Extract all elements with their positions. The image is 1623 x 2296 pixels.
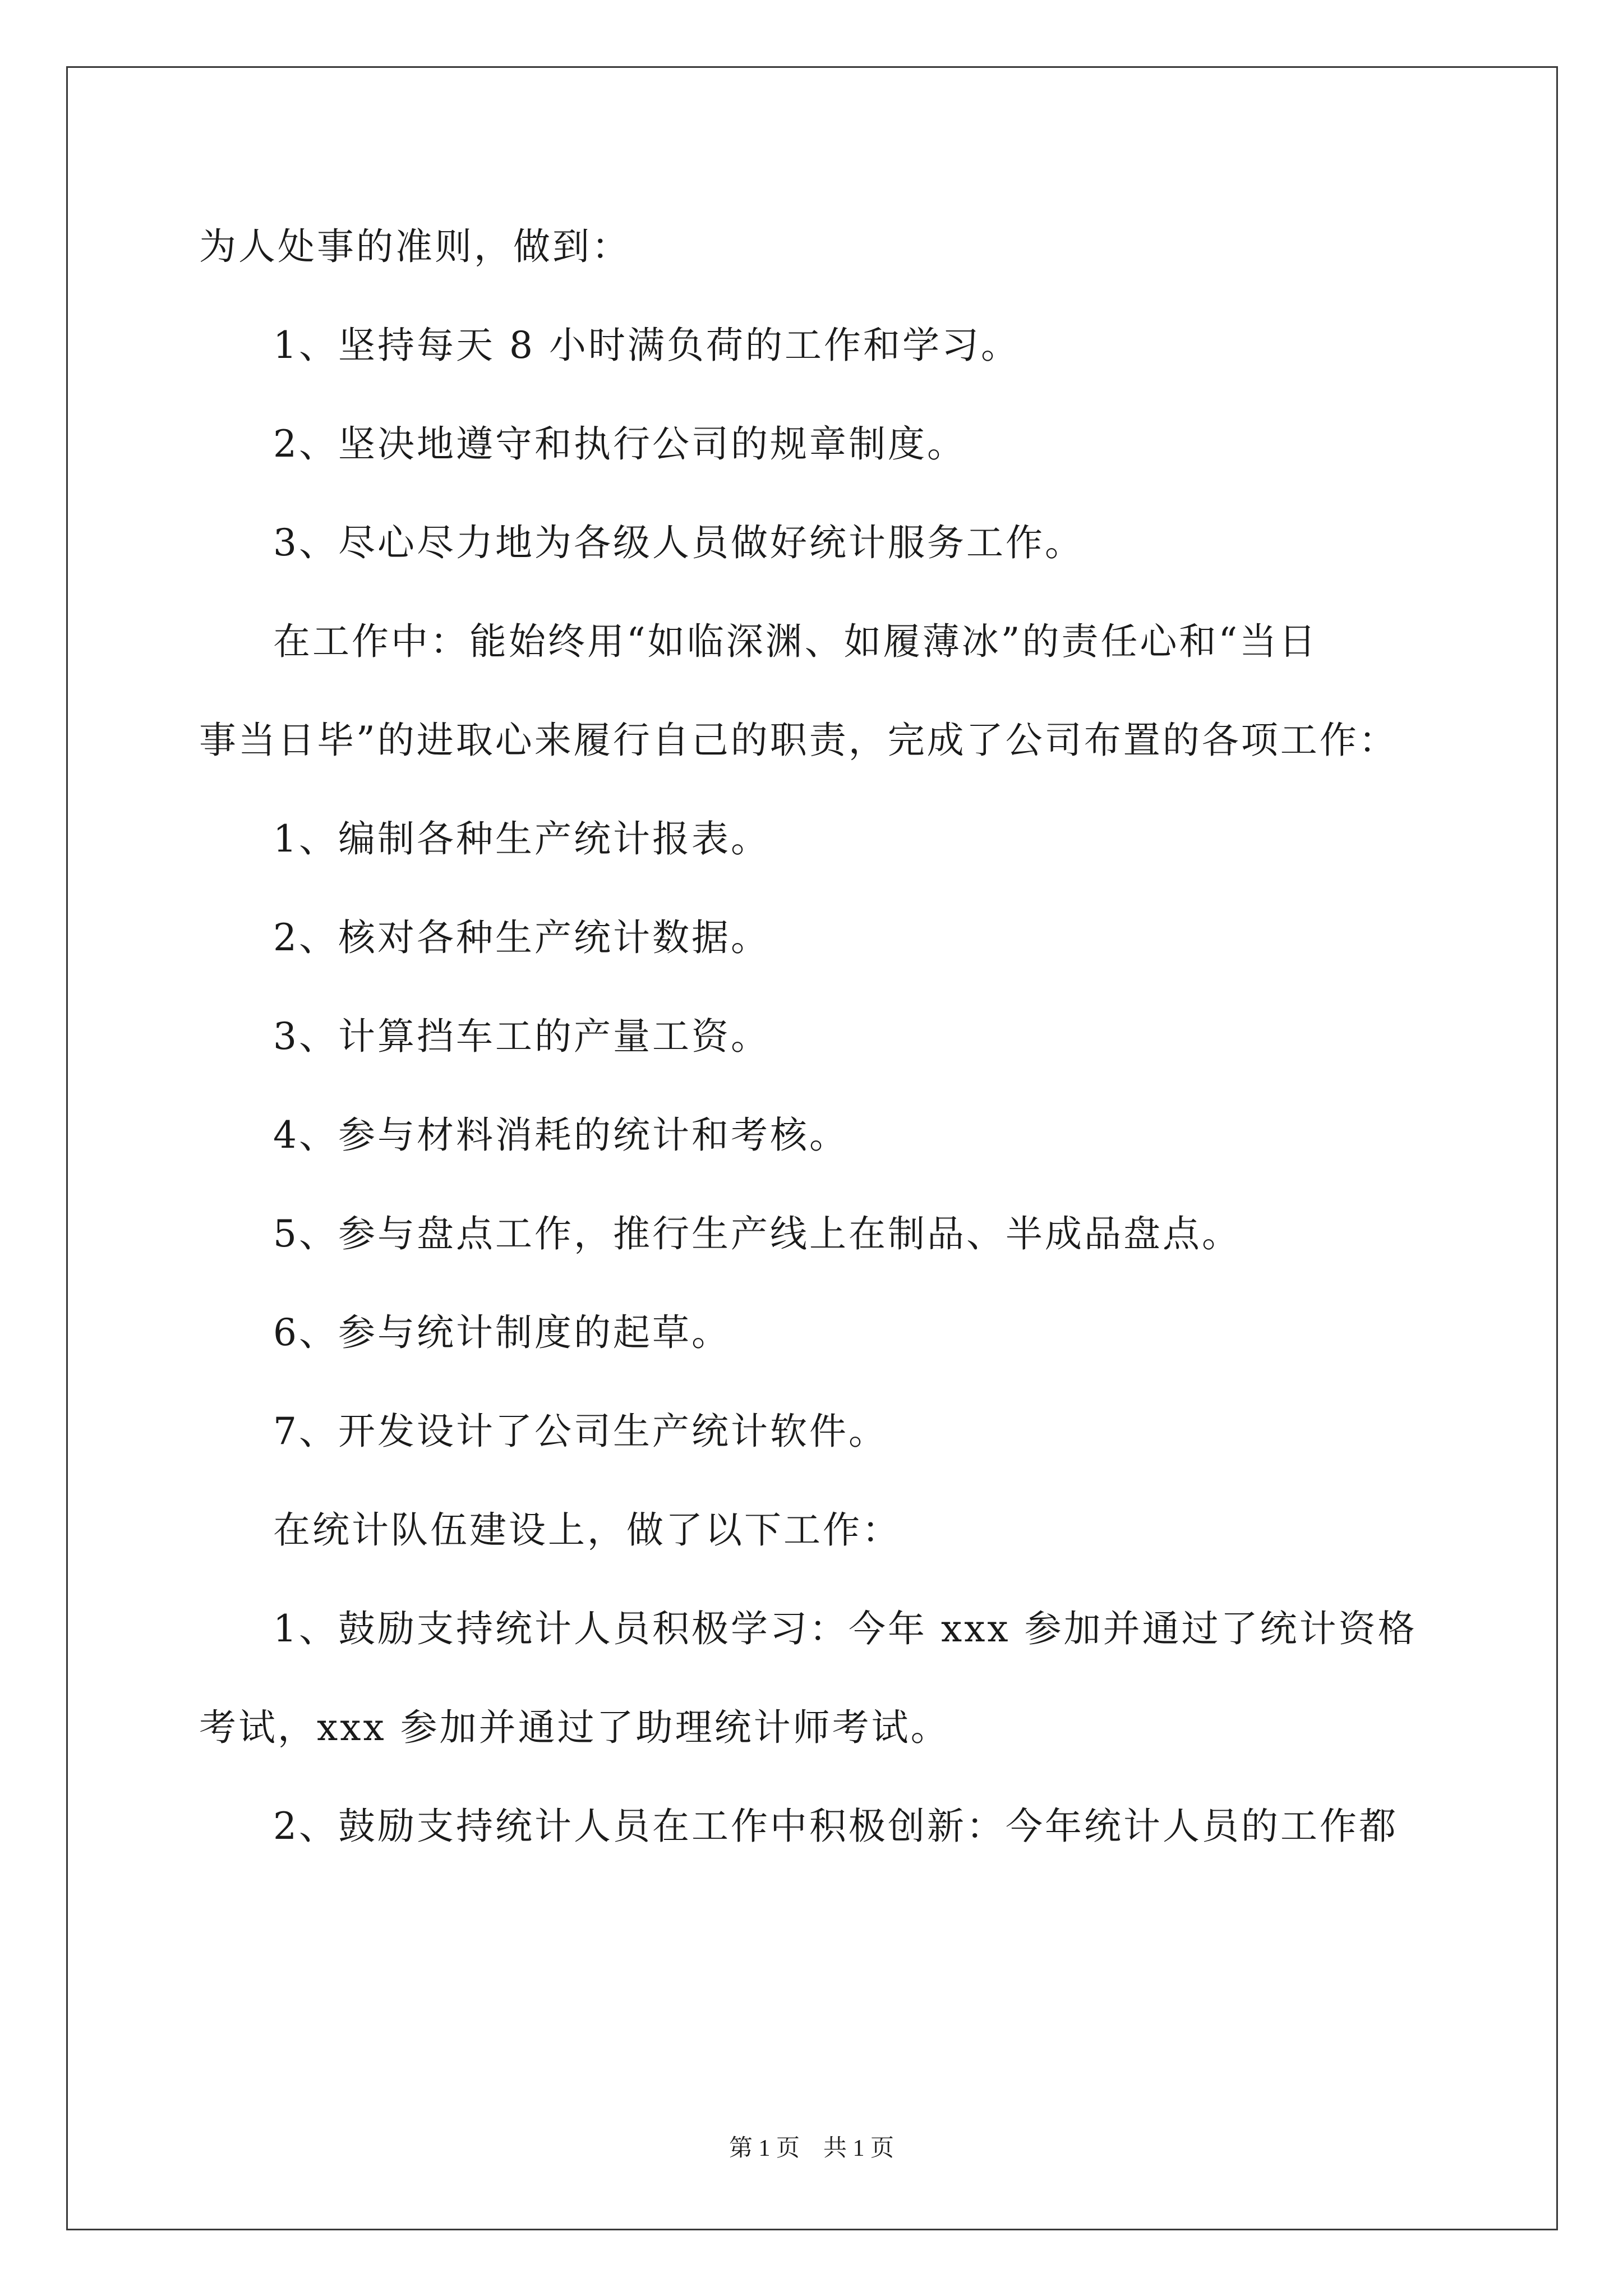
list-item: 2、鼓励支持统计人员在工作中积极创新：今年统计人员的工作都 xyxy=(273,1805,1398,1848)
paragraph-line: 在工作中：能始终用“如临深渊、如履薄冰”的责任心和“当日 xyxy=(273,620,1318,663)
list-item: 1、坚持每天 8 小时满负荷的工作和学习。 xyxy=(273,324,1020,367)
paragraph-line: 事当日毕”的进取心来履行自己的职责，完成了公司布置的各项工作： xyxy=(199,719,1398,762)
list-item: 1、编制各种生产统计报表。 xyxy=(273,817,770,861)
list-item: 1、鼓励支持统计人员积极学习：今年 xxx 参加并通过了统计资格 xyxy=(273,1607,1417,1650)
list-item: 3、计算挡车工的产量工资。 xyxy=(273,1015,770,1058)
list-item: 4、参与材料消耗的统计和考核。 xyxy=(273,1114,849,1157)
paragraph-line: 为人处事的准则，做到： xyxy=(199,225,631,268)
paragraph-line: 在统计队伍建设上，做了以下工作： xyxy=(273,1508,901,1552)
list-item: 7、开发设计了公司生产统计软件。 xyxy=(273,1410,888,1453)
list-item: 3、尽心尽力地为各级人员做好统计服务工作。 xyxy=(273,521,1084,564)
list-item: 2、核对各种生产统计数据。 xyxy=(273,916,770,959)
list-item: 5、参与盘点工作，推行生产线上在制品、半成品盘点。 xyxy=(273,1212,1241,1255)
list-item: 2、坚决地遵守和执行公司的规章制度。 xyxy=(273,422,966,466)
list-item: 6、参与统计制度的起草。 xyxy=(273,1311,731,1354)
paragraph-line: 考试，xxx 参加并通过了助理统计师考试。 xyxy=(199,1706,950,1749)
page-footer: 第 1 页 共 1 页 xyxy=(728,2136,894,2161)
